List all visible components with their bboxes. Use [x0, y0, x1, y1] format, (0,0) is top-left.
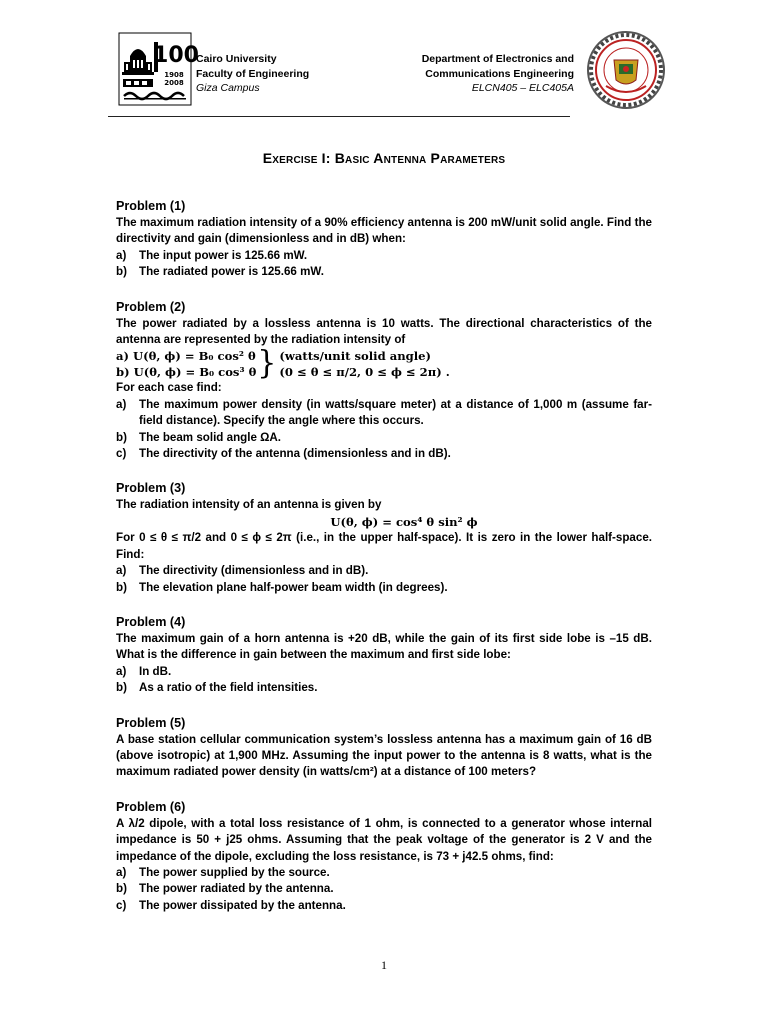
problem-3: [116, 480, 652, 595]
case-b-equation: b) U(θ, ϕ) = B₀ cos³ θ: [116, 365, 257, 380]
list-marker: b): [116, 580, 127, 594]
list-item: [116, 898, 652, 914]
faculty-name: Faculty of Engineering: [196, 67, 310, 80]
logo-year-start: 1908: [164, 71, 184, 79]
list-item-text: The maximum power density (in watts/square meter) at a distance of 1,000 m (assume far-field distance). Specify the angle where this occurs.: [139, 397, 652, 428]
list-item-text: The directivity of the antenna (dimensionless and in dB).: [139, 447, 451, 461]
list-item: [116, 563, 652, 579]
logo-100-text: 100: [153, 43, 199, 68]
problem-5: [116, 715, 652, 781]
list-marker: a): [116, 564, 127, 578]
cairo-university-logo: [118, 32, 199, 106]
list-item: [116, 580, 652, 596]
list-marker: b): [116, 430, 127, 444]
problem-text: The maximum gain of a horn antenna is +20 dB, while the gain of its first side lobe is –15 dB. What is the difference in gain between the maximum and first side lobe:: [116, 631, 652, 662]
list-item-text: The directivity (dimensionless and in dB).: [139, 564, 369, 578]
radiation-intensity-equation: U(θ, ϕ) = cos⁴ θ sin² ϕ: [330, 514, 478, 529]
problem-text: The maximum radiation intensity of a 90% efficiency antenna is 200 mW/unit solid angle. Find the directivity and gain (dimensionless and in dB) when:: [116, 216, 652, 246]
problem-text-2: For 0 ≤ θ ≤ π/2 and 0 ≤ ϕ ≤ 2π (i.e., in the upper half-space). It is zero in the lower half-space. Find:: [116, 531, 652, 561]
problem-heading: Problem (1): [116, 199, 186, 213]
list-item-text: The input power is 125.66 mW.: [139, 248, 308, 262]
header-right: [422, 52, 574, 96]
list-item-text: The power dissipated by the antenna.: [139, 898, 346, 912]
problem-followup: For each case find:: [116, 381, 222, 395]
problem-heading: Problem (2): [116, 299, 186, 314]
right-brace: }: [257, 345, 277, 383]
problem-heading: Problem (6): [116, 799, 186, 814]
department-line-1: Department of Electronics and: [421, 53, 574, 65]
department-line-2: Communications Engineering: [425, 67, 574, 80]
list-item: [116, 446, 652, 462]
problem-1: [116, 198, 652, 281]
list-item: [116, 248, 652, 264]
list-marker: a): [116, 248, 127, 262]
problem-heading: Problem (5): [116, 715, 186, 730]
angle-range: [279, 364, 449, 380]
list-marker: b): [116, 882, 127, 896]
list-item-text: The radiated power is 125.66 mW.: [139, 265, 324, 279]
problem-4: [116, 614, 652, 697]
list-item: [116, 865, 652, 881]
list-item-text: The elevation plane half-power beam width (in degrees).: [139, 580, 448, 594]
problem-heading: Problem (3): [116, 481, 186, 496]
course-code: ELCN405 – ELC405A: [471, 82, 574, 94]
logo-year-end: 2008: [164, 79, 184, 87]
problem-text: A base station cellular communication system’s lossless antenna has a maximum gain of 16 dB (above isotropic) at 1,900 MHz. Assuming the input power to the antenna is 8 watts, what is the maximum radiated power density (in watts/cm²) at a distance of 100 meters?: [116, 732, 652, 779]
list-marker: b): [116, 265, 127, 279]
problem-text: The radiation intensity of an antenna is given by: [116, 498, 382, 512]
list-item: [116, 397, 652, 430]
list-item-text: As a ratio of the field intensities.: [139, 681, 318, 695]
list-marker: c): [116, 898, 127, 912]
list-marker: c): [116, 447, 127, 461]
page-number: 1: [381, 958, 387, 972]
problem-6: [116, 799, 652, 914]
faculty-seal-logo: [586, 30, 666, 110]
list-item: [116, 430, 652, 446]
problem-2: [116, 299, 652, 463]
university-name: Cairo University: [196, 53, 277, 65]
angle-range-text: (0 ≤ θ ≤ π/2, 0 ≤ ϕ ≤ 2π): [279, 365, 442, 380]
radiation-cases: [116, 345, 652, 383]
problem-heading: Problem (4): [116, 614, 186, 629]
list-item-text: The beam solid angle ΩA.: [139, 430, 282, 444]
problems-list: [116, 198, 652, 932]
problem-text: A λ/2 dipole, with a total loss resistance of 1 ohm, is connected to a generator whose internal impedance is 50 + j25 ohms. Assuming that the peak voltage of the generator is 2 V and the impedance of the dipole, excluding the loss resistance, is 73 + j42.5 ohms, find:: [116, 816, 652, 863]
campus-name: Giza Campus: [196, 82, 260, 94]
list-item: [116, 264, 652, 280]
list-item-text: The power radiated by the antenna.: [139, 882, 334, 896]
units-label: (watts/unit solid angle): [279, 349, 432, 364]
list-item-text: In dB.: [139, 664, 172, 678]
header-divider: [108, 116, 570, 117]
list-item: [116, 664, 652, 680]
angle-range-period: .: [445, 365, 450, 380]
list-item: [116, 680, 652, 696]
header-left: [196, 52, 309, 96]
list-marker: a): [116, 664, 127, 678]
page-title: Exercise I: Basic Antenna Parameters: [262, 150, 506, 166]
problem-text: The power radiated by a lossless antenna is 10 watts. The directional characteristics of the antenna are represented by the radiation intensity of: [116, 316, 652, 347]
list-item-text: The power supplied by the source.: [139, 865, 330, 879]
case-a-equation: a) U(θ, ϕ) = B₀ cos² θ: [116, 349, 256, 364]
list-item: [116, 881, 652, 897]
list-marker: a): [116, 865, 127, 879]
list-marker: b): [116, 681, 127, 695]
list-marker: a): [116, 397, 127, 411]
